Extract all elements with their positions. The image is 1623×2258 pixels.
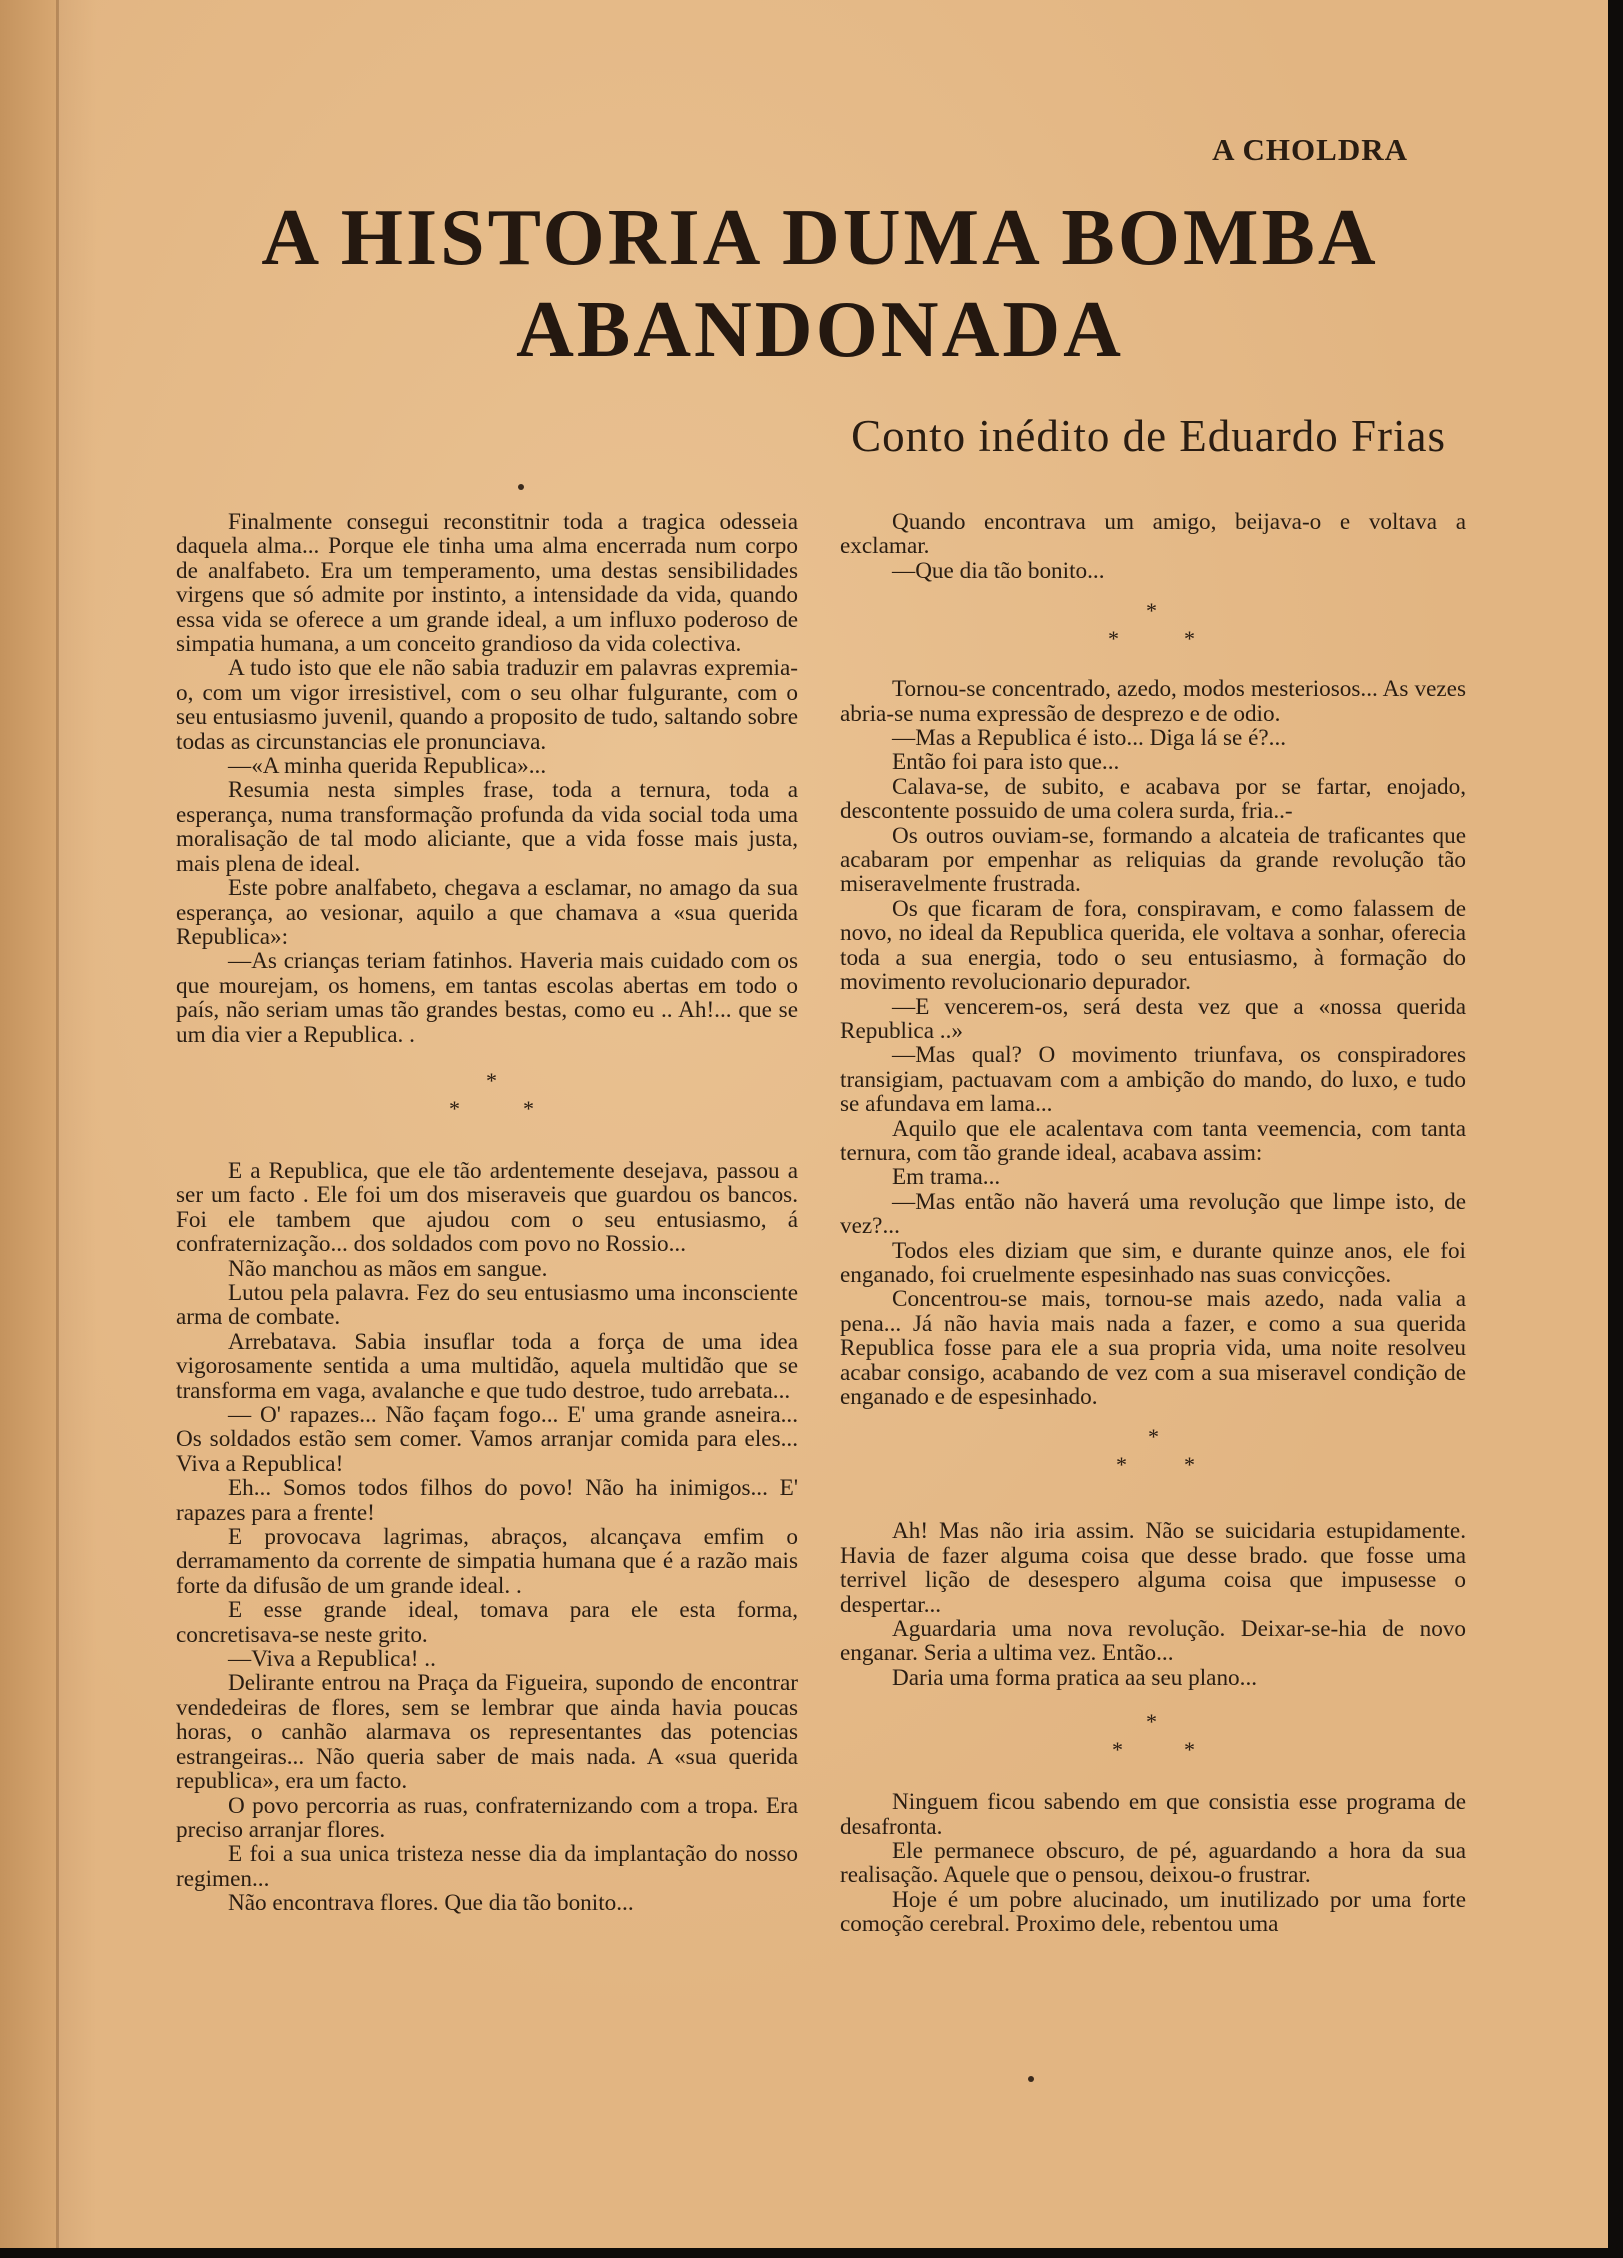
section-break xyxy=(840,1690,1466,1790)
asterisk-mark: * xyxy=(1184,626,1195,652)
paragraph: Arrebatava. Sabia insuflar toda a força de uma idea vigorosamente sentida a uma multidão, aquela multidão que se transforma em vaga, avalanche e que tudo destroe, tudo arrebata... xyxy=(176,1328,798,1404)
paragraph: Ele permanece obscuro, de pé, aguardando a hora da sua realisação. Aquele que o pensou, deixou-o frustrar. xyxy=(840,1838,1466,1889)
running-head: A CHOLDRA xyxy=(1212,132,1408,167)
asterisk-mark: * xyxy=(1148,1424,1159,1450)
paragraph: Não encontrava flores. Que dia tão bonito... xyxy=(228,1890,634,1917)
page-binding-edge xyxy=(0,0,58,2248)
paragraph: Resumia nesta simples frase, toda a ternura, toda a esperança, numa transformação profunda da vida social toda uma moralisação de tal modo aliciante, que a vida fosse mais justa, mais plena de ideal. xyxy=(176,777,798,877)
paragraph: Todos eles diziam que sim, e durante quinze anos, ele foi enganado, foi cruelmente espesinhado nas suas convicções. xyxy=(840,1237,1466,1288)
paragraph: Eh... Somos todos filhos do povo! Não ha inimigos... E' rapazes para a frente! xyxy=(176,1475,798,1526)
ink-speck xyxy=(518,484,524,490)
section-break xyxy=(840,1409,1466,1519)
paragraph: Então foi para isto que... xyxy=(892,749,1120,776)
article-title-line-2: ABANDONADA xyxy=(516,286,1124,374)
asterisk-mark: * xyxy=(1184,1737,1195,1763)
paragraph: Hoje é um pobre alucinado, um inutilizado por uma forte comoção cerebral. Proximo dele, rebentou uma xyxy=(840,1886,1466,1938)
asterisk-mark: * xyxy=(1112,1737,1123,1763)
paragraph: Os outros ouviam-se, formando a alcateia de traficantes que acabaram por empenhar as reliquias da grande revolução tão miseravelmente frustrada. xyxy=(840,822,1466,898)
paragraph: —Mas então não haverá uma revolução que limpe isto, de vez?... xyxy=(840,1188,1466,1240)
paragraph: Finalmente consegui reconstitnir toda a tragica odesseia daquela alma... Porque ele tinha uma alma encerrada num corpo de analfabeto. Era um temperamento, uma destas sensibilidades virgens que só admite por instinto, a intensidade da vida, quando essa vida se oferece a um grande ideal, a um influxo poderoso de simpatia humana, a um conceito grandioso da vida colectiva. xyxy=(176,509,798,658)
asterisk-mark: * xyxy=(449,1095,460,1121)
paragraph: Quando encontrava um amigo, beijava-o e voltava a exclamar. xyxy=(840,509,1466,560)
asterisk-mark: * xyxy=(1184,1452,1195,1478)
asterisk-mark: * xyxy=(523,1095,534,1121)
asterisk-mark: * xyxy=(1116,1452,1127,1478)
article-title-line-1: A HISTORIA DUMA BOMBA xyxy=(261,194,1379,282)
right-column xyxy=(840,510,1466,1937)
paragraph: —Mas a Republica é isto... Diga lá se é?... xyxy=(892,725,1287,752)
paragraph: —Viva a Republica! .. xyxy=(228,1646,436,1673)
asterisk-mark: * xyxy=(1108,626,1119,652)
paragraph: Este pobre analfabeto, chegava a esclamar, no amago da sua esperança, ao vesionar, aquilo a que chamava a «sua querida Republica»: xyxy=(176,875,798,950)
asterisk-mark: * xyxy=(1146,1709,1157,1735)
paragraph: Calava-se, de subito, e acabava por se fartar, enojado, descontente possuido de uma colera surda, fria..- xyxy=(840,773,1466,825)
asterisk-mark: * xyxy=(486,1067,497,1093)
paragraph: —E vencerem-os, será desta vez que a «nossa querida Republica ..» xyxy=(840,993,1466,1044)
paragraph: Delirante entrou na Praça da Figueira, supondo de encontrar vendedeiras de flores, sem se lembrar que ainda havia poucas horas, o canhão alarmava os representantes das potencias estrangeiras... Não queria saber de mais nada. A «sua querida republica», era um facto. xyxy=(176,1670,798,1795)
section-break xyxy=(176,1047,798,1159)
paragraph: —As crianças teriam fatinhos. Haveria mais cuidado com os que mourejam, os homens, em tantas escolas abertas em todo o país, não seriam umas tão grandes bestas, como eu .. Ah!... que se um dia vier a Republica. . xyxy=(176,948,798,1048)
paragraph: Ah! Mas não iria assim. Não se suicidaria estupidamente. Havia de fazer alguma coisa que desse brado. que fosse uma terrivel lição de desespero alguma coisa que impusesse o despertar... xyxy=(840,1518,1466,1618)
paragraph: E esse grande ideal, tomava para ele esta forma, concretisava-se neste grito. xyxy=(176,1597,798,1648)
paragraph: E foi a sua unica tristeza nesse dia da implantação do nosso regimen... xyxy=(176,1841,798,1892)
asterisk-mark: * xyxy=(1146,598,1157,624)
article-byline: Conto inédito de Eduardo Frias xyxy=(851,411,1446,461)
paragraph: —«A minha querida Republica»... xyxy=(228,753,547,780)
paragraph: Aguardaria uma nova revolução. Deixar-se-hia de novo enganar. Seria a ultima vez. Então... xyxy=(840,1616,1466,1667)
paragraph: Aquilo que ele acalentava com tanta veemencia, com tanta ternura, com tão grande ideal, acabava assim: xyxy=(840,1115,1466,1166)
page-fold-line xyxy=(56,0,59,2248)
paragraph: Lutou pela palavra. Fez do seu entusiasmo uma inconsciente arma de combate. xyxy=(176,1279,798,1331)
paragraph: —Que dia tão bonito... xyxy=(892,557,1105,584)
paragraph: O povo percorria as ruas, confraternizando com a tropa. Era preciso arranjar flores. xyxy=(176,1792,798,1843)
paragraph: Concentrou-se mais, tornou-se mais azedo, nada valia a pena... Já não havia mais nada a fazer, e como a sua querida Republica fosse para ele a sua propria vida, uma noite resolveu acabar consigo, acabando de vez com a sua miseravel condição de enganado e de espesinhado. xyxy=(840,1286,1466,1410)
left-column xyxy=(176,510,798,1916)
ink-speck xyxy=(1028,2076,1034,2082)
paragraph: Não manchou as mãos em sangue. xyxy=(228,1255,548,1282)
paragraph: Tornou-se concentrado, azedo, modos mesteriosos... As vezes abria-se numa expressão de desprezo e de odio. xyxy=(840,676,1466,727)
section-break xyxy=(840,583,1466,677)
paragraph: E provocava lagrimas, abraços, alcançava emfim o derramamento da corrente de simpatia humana que é a razão mais forte da difusão de um grande ideal. . xyxy=(176,1524,798,1599)
paragraph: Ninguem ficou sabendo em que consistia esse programa de desafronta. xyxy=(840,1789,1466,1840)
paragraph: —Mas qual? O movimento triunfava, os conspiradores transigiam, pactuavam com a ambição do mando, do luxo, e tudo se afundava em lama... xyxy=(840,1042,1466,1118)
paragraph: A tudo isto que ele não sabia traduzir em palavras expremia-o, com um vigor irresistivel, com o seu olhar fulgurante, com o seu entusiasmo juvenil, quando a proposito de tudo, saltando sobre todas as circunstancias ele pronunciava. xyxy=(176,655,798,755)
paragraph: E a Republica, que ele tão ardentemente desejava, passou a ser um facto . Ele foi um dos miseraveis que guardou os bancos. Foi ele tambem que ajudou com o seu entusiasmo, á confraternização... dos soldados com povo no Rossio... xyxy=(176,1157,798,1258)
paragraph: Os que ficaram de fora, conspiravam, e como falassem de novo, no ideal da Republica querida, ele voltava a sonhar, oferecia toda a sua energia, todo o seu entusiasmo, à formação do movimento revolucionario depurador. xyxy=(840,895,1466,996)
paragraph: Daria uma forma pratica aa seu plano... xyxy=(892,1664,1258,1691)
paragraph: — O' rapazes... Não façam fogo... E' uma grande asneira... Os soldados estão sem comer. Vamos arranjar comida para eles... Viva a Republica! xyxy=(176,1402,798,1477)
paragraph: Em trama... xyxy=(892,1164,1001,1191)
